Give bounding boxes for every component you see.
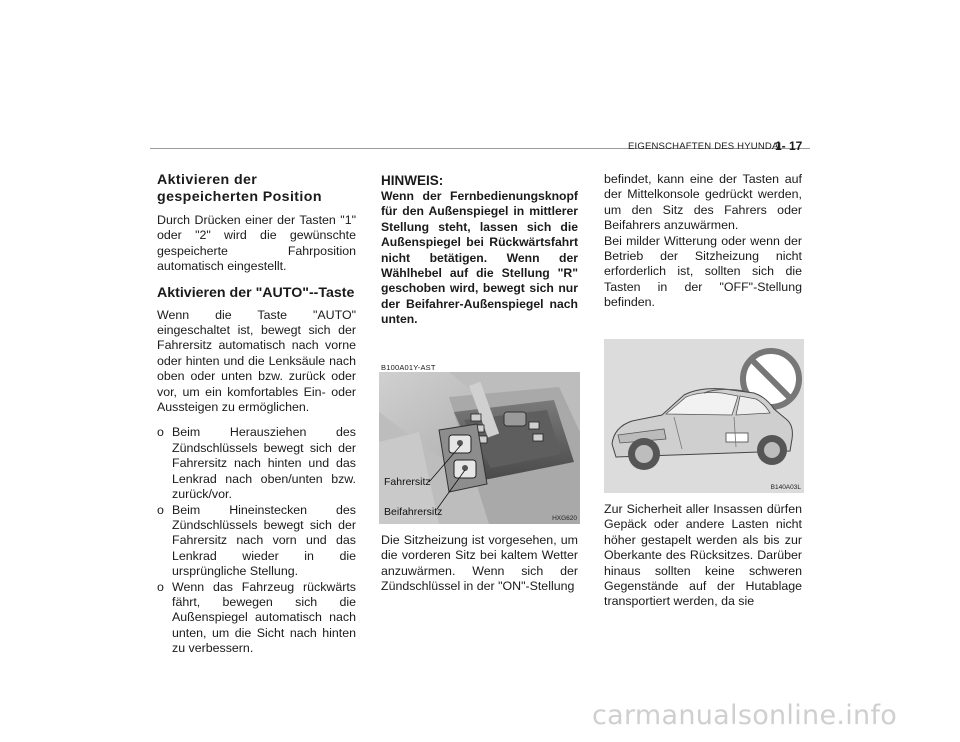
column-3-continued (604, 502, 802, 610)
list-item-text: Beim Herausziehen des Zündschlüssels bewegt sich der Fahrersitz nach hinten und das Lenkrad nach oben/unten bzw. zurück/vor. (172, 425, 356, 502)
bullet-mark: o (157, 502, 164, 517)
paragraph-rear-seat-securing: Zur Sicherheit aller Insassen dürfen Gepäck oder andere Lasten nicht höher gestapelt werden als bis zur Oberkante des Rücksitzes. Darüber hinaus sollten keine schweren Gegenstände auf der Hutablage transportiert werden, da sie (604, 502, 802, 609)
heading-stored-position: Aktivieren der gespeicherten Position (157, 172, 322, 205)
heading-auto-button: Aktivieren der "AUTO"--Taste (157, 284, 355, 301)
column-2-continued (381, 533, 578, 595)
bullet-mark: o (157, 579, 164, 594)
bullet-mark: o (157, 425, 164, 440)
paragraph-seat-heating-cont: befindet, kann eine der Tasten auf der Mittelkonsole gedrückt werden, um den Sitz des Fahrers oder Beifahrers anzuwärmen. (604, 172, 802, 233)
list-item-text: Beim Hineinstecken des Zündschlüssels bewegt sich der Fahrersitz nach vorn und das Lenkrad wieder in die ursprüngliche Stellung. (172, 502, 356, 579)
paragraph-auto-button: Wenn die Taste "AUTO" eingeschaltet ist, bewegt sich der Fahrersitz automatisch nach vorne oder hinten und die Lenksäule nach oben oder unten bzw. zurück oder vor, um ein komfortables Ein- oder Aussteigen zu ermöglichen. (157, 307, 356, 415)
car-illustration (604, 339, 804, 493)
paragraph-seat-heating-off: Bei milder Witterung oder wenn der Betrieb der Sitzheizung nicht erforderlich ist, sollten sich die Tasten in der "OFF"-Stellung befinden. (604, 233, 802, 310)
paragraph-seat-heating: Die Sitzheizung ist vorgesehen, um die vorderen Sitz bei kaltem Wetter anzuwärmen. Wenn sich der Zündschlüssel in der "ON"-Stellung (381, 533, 578, 594)
column-1 (157, 172, 356, 657)
header-section-title: EIGENSCHAFTEN DES HYUNDAI (628, 141, 782, 152)
list-item (157, 425, 356, 502)
paragraph-stored-position: Durch Drücken einer der Tasten "1" oder "2" wird die gewünschte gespeicherte Fahrposition automatisch eingestellt. (157, 213, 356, 274)
note-title: HINWEIS: (381, 173, 444, 188)
label-driver-seat: Fahrersitz (384, 476, 431, 488)
seat-heating-figure (379, 372, 580, 524)
page-number: 1- 17 (775, 139, 803, 153)
rear-seat-figure (604, 339, 804, 493)
label-passenger-seat: Beifahrersitz (384, 506, 443, 518)
list-item (157, 503, 356, 580)
watermark-text: carmanualsonline.info (592, 700, 898, 731)
section-code-seat-heating: B100A01Y-AST (381, 362, 436, 372)
auto-function-list (157, 425, 356, 656)
figure-code-b140a03l: B140A03L (770, 484, 801, 491)
console-illustration (379, 372, 580, 524)
header-rule-left (150, 148, 610, 149)
list-item (157, 580, 356, 657)
note-body: Wenn der Fernbedienungsknopf für den Außenspiegel in mittlerer Stellung steht, lassen sich die Außenspiegel bei Rückwärtsfahrt nicht betätigen. Wenn der Wählhebel auf die Stellung "R" geschoben wird, bewegt sich nur der Beifahrer-Außenspiegel nach unten. (381, 189, 578, 327)
list-item-text: Wenn das Fahrzeug rückwärts fährt, bewegen sich die Außenspiegel automatisch nach unten, um die Sicht nach hinten zu verbessern. (172, 579, 356, 656)
figure-code-hxg620: HXG620 (552, 515, 577, 522)
